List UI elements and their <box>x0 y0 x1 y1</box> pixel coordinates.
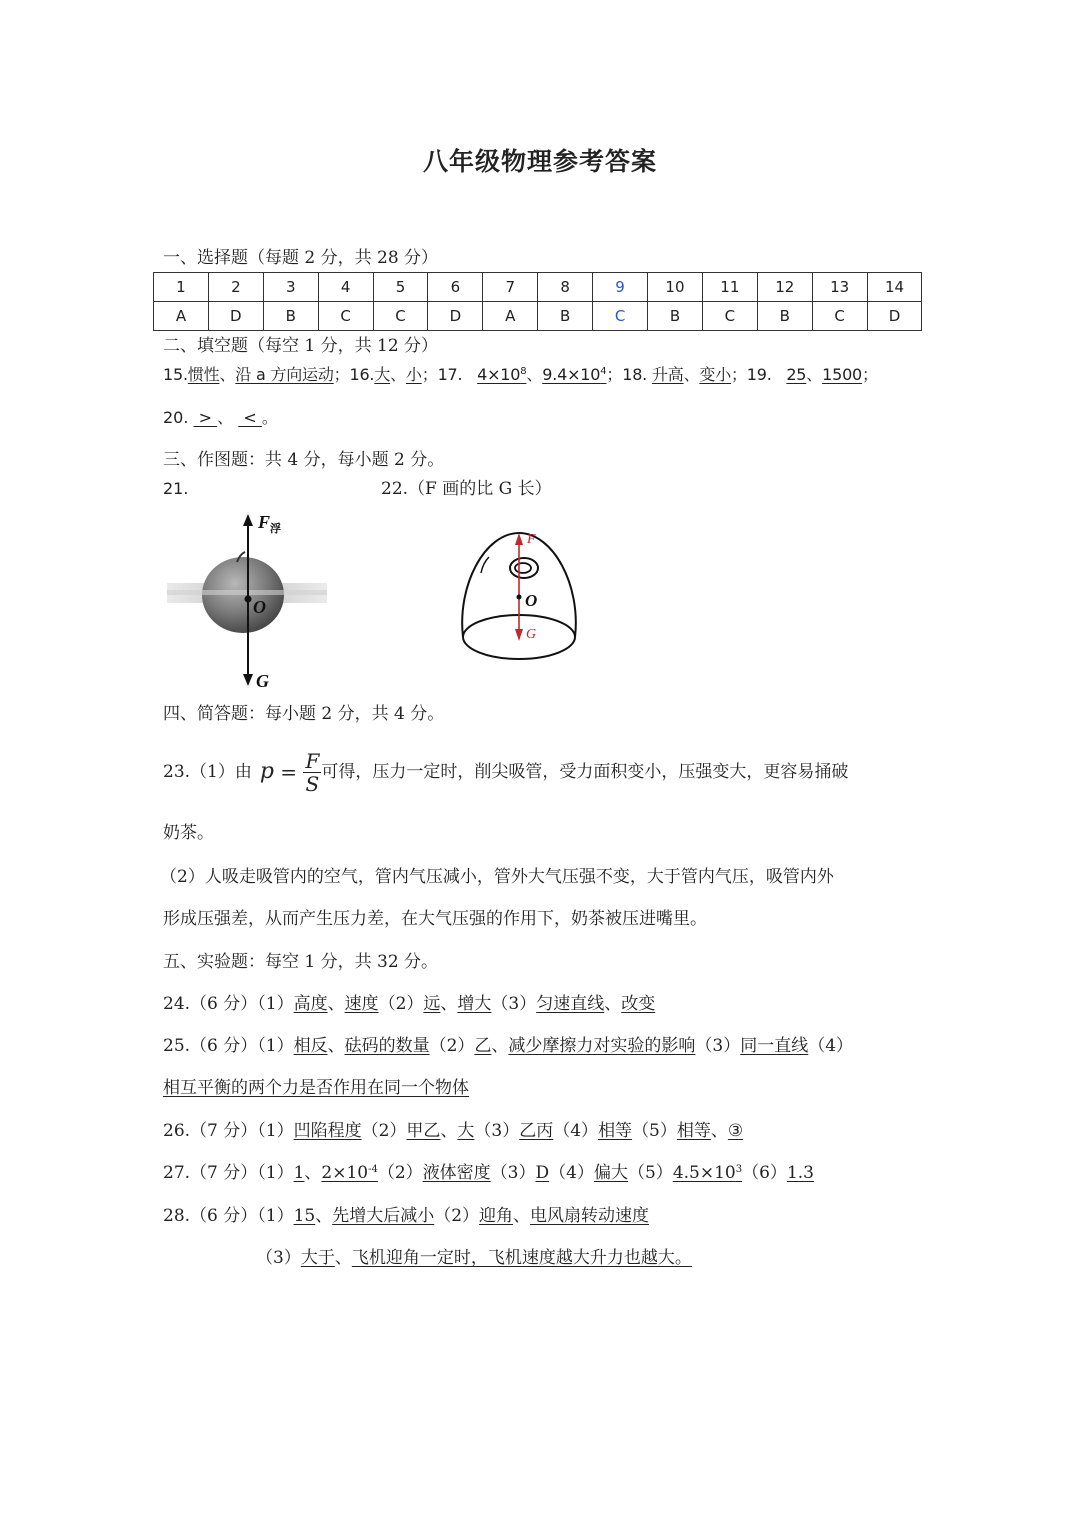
answer-cell: D <box>867 302 922 331</box>
question-number-cell: 10 <box>648 273 703 302</box>
separator: 、 <box>327 1036 345 1056</box>
question-number-cell: 1 <box>154 273 209 302</box>
q24-number: 24.（6 分）（1） <box>163 994 294 1014</box>
q24-answer: 增大 <box>457 994 492 1014</box>
q24-answer: 速度 <box>344 994 379 1014</box>
q20-answer-b: < <box>238 408 262 427</box>
force-f-label: F <box>527 532 536 547</box>
force-g-label: G <box>526 627 537 642</box>
arrow-up-icon <box>515 533 523 545</box>
answer-cell: B <box>538 302 593 331</box>
part-label: （3） <box>490 1163 536 1183</box>
section-3-heading: 三、作图题：共 4 分，每小题 2 分。 <box>163 450 445 470</box>
separator: 、 <box>604 994 622 1014</box>
separator: 、 <box>334 1248 352 1268</box>
point-o-label: O <box>525 591 538 610</box>
q22-number: 22.（F 画的比 G 长） <box>381 479 552 499</box>
q24-answer: 匀速直线 <box>536 994 605 1014</box>
separator: 、 <box>710 1121 728 1141</box>
figure-21-floating-apple <box>165 510 335 695</box>
q26-answer: 相等 <box>676 1121 711 1141</box>
q25-answer: 乙 <box>474 1036 492 1056</box>
q25-answer: 减少摩擦力对实验的影响 <box>508 1036 696 1056</box>
formula-p: p <box>259 759 274 784</box>
q18-answer-b: 变小 <box>699 365 731 384</box>
q25-answer: 相反 <box>293 1036 328 1056</box>
q24-answer: 远 <box>423 994 441 1014</box>
q15-answer-b: 沿 a 方向运动 <box>235 365 334 384</box>
question-number-cell: 2 <box>208 273 263 302</box>
q26-number: 26.（7 分）（1） <box>163 1121 294 1141</box>
q26-answer: 大 <box>457 1121 475 1141</box>
figure-22-dome <box>455 525 585 665</box>
answer-cell: C <box>318 302 373 331</box>
q20-number: 20. <box>163 408 189 427</box>
q28-answer: 15 <box>293 1206 316 1226</box>
q28-answer: 先增大后减小 <box>332 1206 435 1226</box>
q26-answer: 相等 <box>598 1121 633 1141</box>
q24-line <box>163 993 655 1015</box>
q27-answer: 偏大 <box>593 1163 628 1183</box>
part-label: （4） <box>553 1121 599 1141</box>
question-number-cell: 9 <box>593 273 648 302</box>
answer-cell: C <box>373 302 428 331</box>
q16-number: ；16. <box>333 365 375 384</box>
separator: 、 <box>683 365 700 384</box>
answer-cell: D <box>428 302 483 331</box>
answer-table <box>153 272 922 331</box>
q16-answer-a: 大 <box>374 365 391 384</box>
answer-cell: B <box>648 302 703 331</box>
part-label: （5） <box>627 1163 673 1183</box>
question-number-cell: 13 <box>812 273 867 302</box>
q18-number: ；18. <box>606 365 648 384</box>
q17-number: ；17. <box>421 365 463 384</box>
q27-b-exponent: -4 <box>368 1164 378 1175</box>
q17-answer-b <box>542 365 606 384</box>
q19-answer-b: 1500 <box>822 365 863 384</box>
arrow-up-icon <box>243 514 253 526</box>
q27-f-base: 4.5×10 <box>672 1163 736 1183</box>
question-number-cell: 12 <box>757 273 812 302</box>
q24-answer: 改变 <box>621 994 656 1014</box>
part-label: （3） <box>491 994 537 1014</box>
point-o-label: O <box>253 597 266 617</box>
question-number-cell: 14 <box>867 273 922 302</box>
q24-answer: 高度 <box>293 994 328 1014</box>
section-5-heading: 五、实验题：每空 1 分，共 32 分。 <box>163 952 439 972</box>
q25-line-1 <box>163 1035 853 1057</box>
q26-answer: 甲乙 <box>406 1121 441 1141</box>
gravity-label: G <box>256 671 269 691</box>
part-label: （3） <box>474 1121 520 1141</box>
punctuation: 。 <box>261 408 278 427</box>
q15-number: 15. <box>163 365 188 384</box>
answer-cell: A <box>154 302 209 331</box>
question-number-cell: 6 <box>428 273 483 302</box>
q27-answer: 1.3 <box>786 1163 814 1183</box>
q28-answer: 飞机迎角一定时，飞机速度越大升力也越大。 <box>351 1248 692 1268</box>
separator: 、 <box>390 365 406 384</box>
q17-answer-a <box>477 365 526 384</box>
q25-line-2 <box>163 1077 469 1099</box>
center-point <box>245 596 252 603</box>
part-label: （6） <box>742 1163 787 1183</box>
q16-answer-b: 小 <box>405 365 422 384</box>
center-point <box>517 595 522 600</box>
q27-answer <box>673 1163 742 1183</box>
answer-cell: D <box>208 302 263 331</box>
q25-number: 25.（6 分）（1） <box>163 1036 294 1056</box>
punctuation: ； <box>862 365 878 384</box>
q18-answer-a: 升高 <box>651 365 684 384</box>
answer-cell: C <box>702 302 757 331</box>
q23-text: 可得，压力一定时，削尖吸管，受力面积变小，压强变大，更容易捅破 <box>321 762 849 782</box>
q28-number: 28.（6 分）（1） <box>163 1206 294 1226</box>
q23-2-line-1: （2）人吸走吸管内的空气，管内气压减小，管外大气压强不变，大于管内气压，吸管内外 <box>160 867 834 887</box>
q23-2-line-2: 形成压强差，从而产生压力差，在大气压强的作用下，奶茶被压进嘴里。 <box>163 909 707 929</box>
q17-a-base: 4×10 <box>477 365 521 384</box>
buoyancy-label: F <box>258 512 271 532</box>
q19-answer-a: 25 <box>786 365 807 384</box>
q27-answer: D <box>535 1163 550 1183</box>
question-number-cell: 11 <box>702 273 757 302</box>
formula-equals: = <box>273 760 304 784</box>
q27-line <box>163 1162 814 1184</box>
separator: 、 <box>440 1121 458 1141</box>
answer-cell: C <box>812 302 867 331</box>
q26-answer-circled: ③ <box>727 1121 744 1141</box>
q27-answer: 1 <box>293 1163 305 1183</box>
q20-answer-a: > <box>193 408 218 427</box>
q19-number: ；19. <box>731 365 772 384</box>
question-number-cell: 5 <box>373 273 428 302</box>
formula-denominator: S <box>305 771 320 796</box>
q28-line-2 <box>256 1247 692 1269</box>
part-label: （3） <box>256 1248 301 1268</box>
part-label: （5） <box>632 1121 677 1141</box>
q27-answer <box>321 1163 377 1183</box>
section-2-heading: 二、填空题（每空 1 分，共 12 分） <box>163 336 439 356</box>
q23-line-2: 奶茶。 <box>163 823 214 843</box>
answer-cell: B <box>757 302 812 331</box>
q27-number: 27.（7 分）（1） <box>163 1163 294 1183</box>
fill-blank-line-2 <box>163 407 278 429</box>
q15-answer-a: 惯性 <box>187 365 220 384</box>
answer-cell: C <box>593 302 648 331</box>
q17-a-exponent: 8 <box>520 366 527 377</box>
q28-answer: 电风扇转动速度 <box>530 1206 650 1226</box>
q23-number: 23.（1）由 <box>163 762 252 782</box>
separator: 、 <box>440 994 458 1014</box>
q27-f-exponent: 3 <box>735 1164 743 1175</box>
q28-answer: 迎角 <box>479 1206 514 1226</box>
question-number-cell: 8 <box>538 273 593 302</box>
answer-cell: B <box>263 302 318 331</box>
part-label: （2） <box>378 994 424 1014</box>
part-label: （3） <box>695 1036 741 1056</box>
question-number-cell: 4 <box>318 273 373 302</box>
q21-number: 21. <box>163 479 189 498</box>
separator: 、 <box>217 408 234 427</box>
answer-table-answer-row <box>154 302 922 331</box>
q25-answer: 同一直线 <box>740 1036 809 1056</box>
part-label: （4） <box>549 1163 594 1183</box>
question-number-cell: 3 <box>263 273 318 302</box>
q28-line-1 <box>163 1205 649 1227</box>
question-number-cell: 7 <box>483 273 538 302</box>
q26-answer: 凹陷程度 <box>293 1121 362 1141</box>
section-4-heading: 四、简答题：每小题 2 分，共 4 分。 <box>163 704 445 724</box>
part-label: （4） <box>808 1036 854 1056</box>
answer-table-number-row <box>154 273 922 302</box>
section-1-heading: 一、选择题（每题 2 分，共 28 分） <box>163 248 439 268</box>
fill-blank-line-1 <box>163 364 878 386</box>
part-label: （2） <box>429 1036 475 1056</box>
part-label: （2） <box>434 1206 480 1226</box>
separator: 、 <box>219 365 236 384</box>
answer-cell: A <box>483 302 538 331</box>
q26-answer: 乙丙 <box>519 1121 554 1141</box>
q28-answer: 大于 <box>300 1248 335 1268</box>
separator: 、 <box>491 1036 509 1056</box>
part-label: （2） <box>361 1121 407 1141</box>
separator: 、 <box>526 365 543 384</box>
separator: 、 <box>327 994 345 1014</box>
separator: 、 <box>304 1163 322 1183</box>
q25-answer: 相互平衡的两个力是否作用在同一个物体 <box>163 1078 469 1098</box>
separator: 、 <box>806 365 823 384</box>
separator: 、 <box>315 1206 333 1226</box>
q26-line <box>163 1119 743 1143</box>
part-label: （2） <box>377 1163 423 1183</box>
buoyancy-subscript: 浮 <box>270 523 282 535</box>
separator: 、 <box>513 1206 531 1226</box>
arrow-down-icon <box>515 629 523 641</box>
q27-answer: 液体密度 <box>422 1163 491 1183</box>
q23-line-1 <box>163 742 848 802</box>
formula-numerator: F <box>305 748 320 773</box>
q25-answer: 砝码的数量 <box>344 1036 430 1056</box>
q27-b-base: 2×10 <box>321 1163 369 1183</box>
page-title: 八年级物理参考答案 <box>422 147 657 176</box>
q17-b-exponent: 4 <box>600 366 607 377</box>
arrow-down-icon <box>243 674 253 686</box>
svg-text:F浮 <box>257 512 281 535</box>
q17-b-base: 9.4×10 <box>542 365 601 384</box>
formula-fraction <box>303 750 321 795</box>
